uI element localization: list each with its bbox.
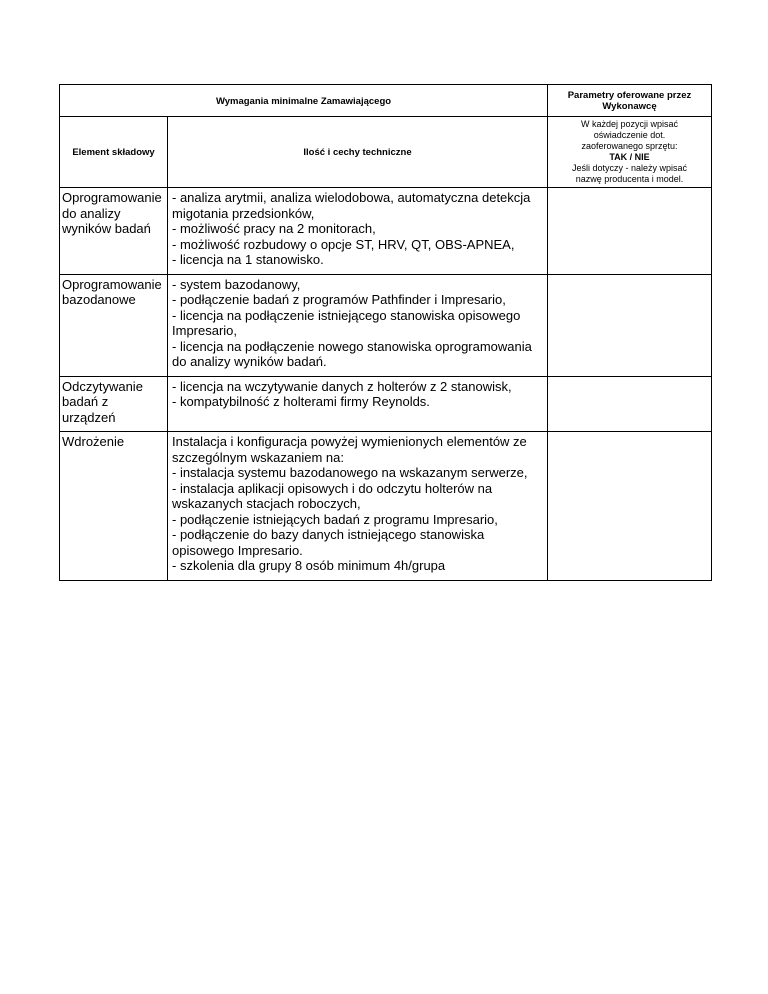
- spec-line: migotania przedsionków,: [172, 205, 315, 221]
- spec-line: - licencja na podłączenie nowego stanowiska oprogramowania: [172, 338, 532, 354]
- instruction-line: W każdej pozycji wpisać: [580, 119, 679, 129]
- instruction-line: oświadczenie dot.: [593, 130, 666, 140]
- instruction-line: zaoferowanego sprzętu:: [581, 141, 678, 151]
- spec-line: - licencja na 1 stanowisko.: [172, 252, 324, 267]
- header-instructions: [548, 117, 712, 188]
- element-name-cell: [60, 432, 168, 581]
- spec-description-cell: [168, 376, 548, 432]
- table-row: [60, 274, 712, 376]
- element-name-line: Oprogramowanie: [62, 190, 162, 205]
- spec-line: wskazanych stacjach roboczych,: [172, 496, 361, 511]
- spec-description-cell: [168, 274, 548, 376]
- element-name-cell: [60, 274, 168, 376]
- header-main-title-text: Wymagania minimalne Zamawiającego: [215, 96, 392, 107]
- spec-line: Instalacja i konfiguracja powyżej wymienionych elementów ze: [172, 434, 527, 449]
- element-name-line: wyników badań: [62, 221, 151, 236]
- offer-input-cell[interactable]: [548, 432, 712, 581]
- spec-line: - licencja na wczytywanie danych z holterów z 2 stanowisk,: [172, 378, 512, 394]
- spec-line: opisowego Impresario.: [172, 542, 303, 558]
- offer-input-cell[interactable]: [548, 274, 712, 376]
- spec-line: - podłączenie badań z programów Pathfinder i Impresario,: [172, 292, 506, 307]
- header-offered-params-line: Wykonawcę: [602, 100, 657, 112]
- spec-line: - możliwość pracy na 2 monitorach,: [172, 221, 376, 236]
- spec-line: - podłączenie do bazy danych istniejącego stanowiska: [172, 527, 485, 542]
- spec-description-cell: [168, 188, 548, 275]
- spec-line: - szkolenia dla grupy 8 osób minimum 4h/grupa: [172, 558, 446, 573]
- element-name-line: Wdrożenie: [62, 434, 125, 449]
- spec-line: - analiza arytmii, analiza wielodobowa, automatyczna detekcja: [172, 190, 531, 205]
- element-name-line: urządzeń: [62, 409, 116, 425]
- header-main-title: [60, 85, 548, 117]
- element-name-line: badań z: [62, 394, 109, 409]
- header-element: [60, 117, 168, 188]
- header-offered-params-line: Parametry oferowane przez: [567, 89, 692, 101]
- instruction-yes-no: TAK / NIE: [609, 152, 650, 162]
- spec-description-cell: [168, 432, 548, 581]
- element-name-line: do analizy: [62, 205, 121, 221]
- element-name-line: bazodanowe: [62, 292, 136, 307]
- header-specs: [168, 117, 548, 188]
- spec-line: - system bazodanowy,: [172, 276, 301, 292]
- spec-line: - kompatybilność z holterami firmy Reynolds.: [172, 394, 430, 409]
- element-name-line: Odczytywanie: [62, 378, 143, 394]
- offer-input-cell[interactable]: [548, 376, 712, 432]
- table-row: [60, 432, 712, 581]
- element-name-cell: [60, 188, 168, 275]
- requirements-table: [59, 84, 712, 581]
- table-row: [60, 188, 712, 275]
- element-name-line: Oprogramowanie: [62, 276, 162, 292]
- offer-input-cell[interactable]: [548, 188, 712, 275]
- header-element-text: Element składowy: [72, 146, 155, 158]
- spec-line: - licencja na podłączenie istniejącego stanowiska opisowego: [172, 307, 521, 323]
- spec-line: - instalacja aplikacji opisowych i do odczytu holterów na: [172, 480, 493, 496]
- header-specs-text: Ilość i cechy techniczne: [303, 146, 412, 158]
- instruction-line: nazwę producenta i model.: [575, 174, 684, 184]
- spec-line: - instalacja systemu bazodanowego na wskazanym serwerze,: [172, 465, 528, 480]
- spec-line: do analizy wyników badań.: [172, 354, 327, 369]
- spec-line: - podłączenie istniejących badań z programu Impresario,: [172, 511, 498, 527]
- spec-line: szczególnym wskazaniem na:: [172, 449, 344, 465]
- instruction-line: Jeśli dotyczy - należy wpisać: [571, 163, 688, 173]
- table-row: [60, 376, 712, 432]
- header-offered-params: [548, 85, 712, 117]
- element-name-cell: [60, 376, 168, 432]
- spec-line: Impresario,: [172, 323, 238, 338]
- spec-line: - możliwość rozbudowy o opcje ST, HRV, QT, OBS-APNEA,: [172, 236, 515, 252]
